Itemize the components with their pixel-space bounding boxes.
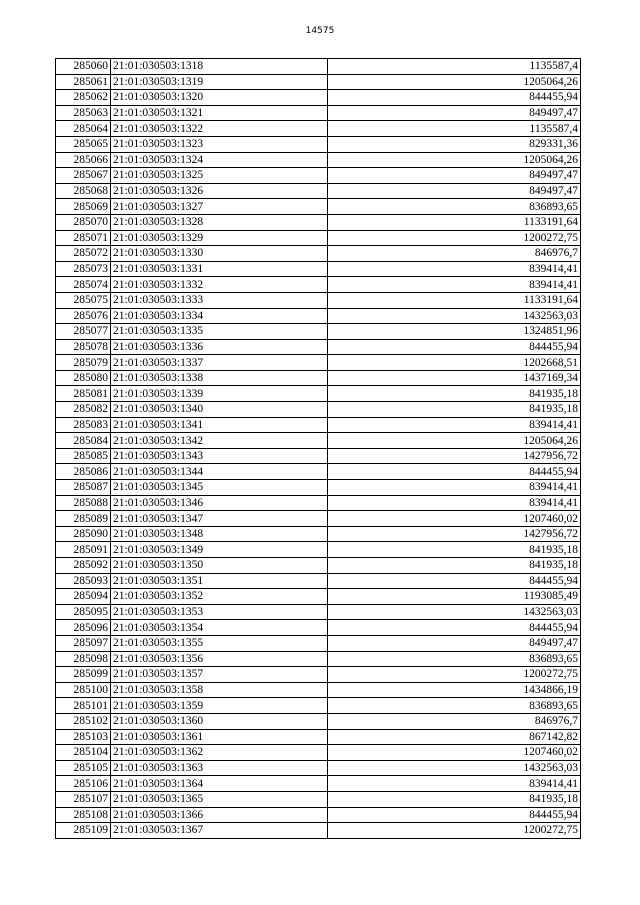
row-number-cell: 285108	[56, 807, 111, 823]
table-row	[56, 433, 581, 449]
cadastral-value-cell: 846976,7	[328, 246, 581, 262]
cadastral-value-cell: 1205064,26	[328, 433, 581, 449]
cadastral-value-cell: 1432563,03	[328, 604, 581, 620]
table-row	[56, 480, 581, 496]
table-row	[56, 355, 581, 371]
row-number-cell: 285082	[56, 402, 111, 418]
row-number-cell: 285109	[56, 823, 111, 839]
row-number-cell: 285071	[56, 230, 111, 246]
row-number-cell: 285091	[56, 542, 111, 558]
cadastral-number-cell: 21:01:030503:1358	[111, 682, 328, 698]
table-row	[56, 136, 581, 152]
table-row	[56, 417, 581, 433]
row-number-cell: 285088	[56, 495, 111, 511]
cadastral-number-cell: 21:01:030503:1346	[111, 495, 328, 511]
row-number-cell: 285102	[56, 713, 111, 729]
row-number-cell: 285079	[56, 355, 111, 371]
table-row	[56, 682, 581, 698]
cadastral-number-cell: 21:01:030503:1362	[111, 745, 328, 761]
table-row	[56, 760, 581, 776]
table-row	[56, 90, 581, 106]
row-number-cell: 285104	[56, 745, 111, 761]
table-row	[56, 168, 581, 184]
table-row	[56, 807, 581, 823]
table-row	[56, 246, 581, 262]
cadastral-number-cell: 21:01:030503:1331	[111, 261, 328, 277]
cadastral-value-cell: 839414,41	[328, 261, 581, 277]
table-row	[56, 589, 581, 605]
table-row	[56, 651, 581, 667]
cadastral-value-cell: 1205064,26	[328, 152, 581, 168]
row-number-cell: 285095	[56, 604, 111, 620]
cadastral-number-cell: 21:01:030503:1325	[111, 168, 328, 184]
row-number-cell: 285073	[56, 261, 111, 277]
cadastral-number-cell: 21:01:030503:1332	[111, 277, 328, 293]
table-row	[56, 511, 581, 527]
cadastral-value-cell: 849497,47	[328, 635, 581, 651]
cadastral-number-cell: 21:01:030503:1337	[111, 355, 328, 371]
cadastral-number-cell: 21:01:030503:1339	[111, 386, 328, 402]
cadastral-value-cell: 849497,47	[328, 183, 581, 199]
row-number-cell: 285061	[56, 74, 111, 90]
cadastral-number-cell: 21:01:030503:1363	[111, 760, 328, 776]
cadastral-number-cell: 21:01:030503:1323	[111, 136, 328, 152]
cadastral-value-cell: 836893,65	[328, 199, 581, 215]
cadastral-value-cell: 844455,94	[328, 573, 581, 589]
row-number-cell: 285076	[56, 308, 111, 324]
cadastral-value-cell: 1202668,51	[328, 355, 581, 371]
cadastral-number-cell: 21:01:030503:1329	[111, 230, 328, 246]
row-number-cell: 285065	[56, 136, 111, 152]
cadastral-number-cell: 21:01:030503:1327	[111, 199, 328, 215]
cadastral-value-cell: 841935,18	[328, 558, 581, 574]
cadastral-number-cell: 21:01:030503:1350	[111, 558, 328, 574]
cadastral-number-cell: 21:01:030503:1320	[111, 90, 328, 106]
cadastral-value-cell: 1193085,49	[328, 589, 581, 605]
row-number-cell: 285077	[56, 324, 111, 340]
cadastral-value-cell: 1133191,64	[328, 214, 581, 230]
table-row	[56, 277, 581, 293]
row-number-cell: 285107	[56, 791, 111, 807]
table-row	[56, 573, 581, 589]
cadastral-number-cell: 21:01:030503:1355	[111, 635, 328, 651]
cadastral-value-cell: 1205064,26	[328, 74, 581, 90]
table-row	[56, 199, 581, 215]
table-row	[56, 495, 581, 511]
cadastral-number-cell: 21:01:030503:1359	[111, 698, 328, 714]
cadastral-value-cell: 844455,94	[328, 90, 581, 106]
cadastral-value-cell: 829331,36	[328, 136, 581, 152]
cadastral-number-cell: 21:01:030503:1351	[111, 573, 328, 589]
table-row	[56, 542, 581, 558]
table-row	[56, 324, 581, 340]
cadastral-value-cell: 1432563,03	[328, 308, 581, 324]
cadastral-number-cell: 21:01:030503:1344	[111, 464, 328, 480]
table-row	[56, 776, 581, 792]
cadastral-value-cell: 844455,94	[328, 464, 581, 480]
row-number-cell: 285060	[56, 59, 111, 75]
cadastral-number-cell: 21:01:030503:1357	[111, 667, 328, 683]
cadastral-number-cell: 21:01:030503:1364	[111, 776, 328, 792]
cadastral-number-cell: 21:01:030503:1345	[111, 480, 328, 496]
cadastral-value-cell: 841935,18	[328, 402, 581, 418]
cadastral-number-cell: 21:01:030503:1322	[111, 121, 328, 137]
row-number-cell: 285100	[56, 682, 111, 698]
cadastral-number-cell: 21:01:030503:1347	[111, 511, 328, 527]
table-body	[56, 59, 581, 839]
row-number-cell: 285069	[56, 199, 111, 215]
cadastral-number-cell: 21:01:030503:1330	[111, 246, 328, 262]
table-row	[56, 261, 581, 277]
cadastral-value-cell: 839414,41	[328, 776, 581, 792]
cadastral-number-cell: 21:01:030503:1342	[111, 433, 328, 449]
row-number-cell: 285074	[56, 277, 111, 293]
cadastral-value-cell: 867142,82	[328, 729, 581, 745]
cadastral-value-cell: 839414,41	[328, 277, 581, 293]
cadastral-value-cell: 1133191,64	[328, 292, 581, 308]
cadastral-value-cell: 836893,65	[328, 651, 581, 667]
row-number-cell: 285092	[56, 558, 111, 574]
row-number-cell: 285103	[56, 729, 111, 745]
table-row	[56, 152, 581, 168]
cadastral-value-cell: 1200272,75	[328, 667, 581, 683]
cadastral-number-cell: 21:01:030503:1328	[111, 214, 328, 230]
page-number: 14575	[305, 26, 335, 36]
cadastral-number-cell: 21:01:030503:1361	[111, 729, 328, 745]
cadastral-value-cell: 1135587,4	[328, 121, 581, 137]
row-number-cell: 285090	[56, 526, 111, 542]
cadastral-number-cell: 21:01:030503:1352	[111, 589, 328, 605]
table-row	[56, 370, 581, 386]
row-number-cell: 285083	[56, 417, 111, 433]
table-row	[56, 105, 581, 121]
row-number-cell: 285063	[56, 105, 111, 121]
cadastral-number-cell: 21:01:030503:1318	[111, 59, 328, 75]
cadastral-number-cell: 21:01:030503:1349	[111, 542, 328, 558]
cadastral-number-cell: 21:01:030503:1365	[111, 791, 328, 807]
row-number-cell: 285067	[56, 168, 111, 184]
cadastral-value-cell: 1135587,4	[328, 59, 581, 75]
cadastral-number-cell: 21:01:030503:1360	[111, 713, 328, 729]
table-row	[56, 604, 581, 620]
row-number-cell: 285105	[56, 760, 111, 776]
table-row	[56, 698, 581, 714]
cadastral-number-cell: 21:01:030503:1321	[111, 105, 328, 121]
row-number-cell: 285064	[56, 121, 111, 137]
row-number-cell: 285085	[56, 448, 111, 464]
cadastral-number-cell: 21:01:030503:1324	[111, 152, 328, 168]
table-row	[56, 59, 581, 75]
cadastral-value-cell: 849497,47	[328, 168, 581, 184]
cadastral-value-cell: 1200272,75	[328, 230, 581, 246]
cadastral-value-cell: 839414,41	[328, 495, 581, 511]
cadastral-number-cell: 21:01:030503:1341	[111, 417, 328, 433]
cadastral-number-cell: 21:01:030503:1335	[111, 324, 328, 340]
cadastral-value-table	[55, 58, 581, 839]
cadastral-value-cell: 841935,18	[328, 386, 581, 402]
cadastral-value-cell: 1427956,72	[328, 526, 581, 542]
cadastral-number-cell: 21:01:030503:1326	[111, 183, 328, 199]
cadastral-number-cell: 21:01:030503:1319	[111, 74, 328, 90]
row-number-cell: 285062	[56, 90, 111, 106]
table-row	[56, 745, 581, 761]
table-row	[56, 74, 581, 90]
table-row	[56, 448, 581, 464]
table-row	[56, 526, 581, 542]
cadastral-value-cell: 1200272,75	[328, 823, 581, 839]
table-row	[56, 713, 581, 729]
cadastral-number-cell: 21:01:030503:1353	[111, 604, 328, 620]
cadastral-number-cell: 21:01:030503:1333	[111, 292, 328, 308]
row-number-cell: 285066	[56, 152, 111, 168]
cadastral-value-cell: 841935,18	[328, 791, 581, 807]
cadastral-value-cell: 1324851,96	[328, 324, 581, 340]
cadastral-value-cell: 1432563,03	[328, 760, 581, 776]
cadastral-number-cell: 21:01:030503:1340	[111, 402, 328, 418]
table-row	[56, 230, 581, 246]
cadastral-value-cell: 1207460,02	[328, 745, 581, 761]
cadastral-value-cell: 844455,94	[328, 620, 581, 636]
row-number-cell: 285097	[56, 635, 111, 651]
cadastral-number-cell: 21:01:030503:1366	[111, 807, 328, 823]
table-row	[56, 823, 581, 839]
table-row	[56, 183, 581, 199]
cadastral-value-cell: 844455,94	[328, 339, 581, 355]
row-number-cell: 285106	[56, 776, 111, 792]
cadastral-value-cell: 1434866,19	[328, 682, 581, 698]
cadastral-value-cell: 844455,94	[328, 807, 581, 823]
row-number-cell: 285099	[56, 667, 111, 683]
cadastral-value-cell: 1437169,34	[328, 370, 581, 386]
cadastral-number-cell: 21:01:030503:1354	[111, 620, 328, 636]
cadastral-number-cell: 21:01:030503:1356	[111, 651, 328, 667]
row-number-cell: 285089	[56, 511, 111, 527]
row-number-cell: 285093	[56, 573, 111, 589]
table-row	[56, 214, 581, 230]
cadastral-value-cell: 849497,47	[328, 105, 581, 121]
cadastral-value-cell: 846976,7	[328, 713, 581, 729]
table-row	[56, 791, 581, 807]
row-number-cell: 285068	[56, 183, 111, 199]
row-number-cell: 285086	[56, 464, 111, 480]
table-row	[56, 464, 581, 480]
table-row	[56, 729, 581, 745]
row-number-cell: 285101	[56, 698, 111, 714]
row-number-cell: 285094	[56, 589, 111, 605]
cadastral-value-cell: 839414,41	[328, 480, 581, 496]
cadastral-number-cell: 21:01:030503:1334	[111, 308, 328, 324]
cadastral-value-cell: 1427956,72	[328, 448, 581, 464]
row-number-cell: 285087	[56, 480, 111, 496]
cadastral-number-cell: 21:01:030503:1348	[111, 526, 328, 542]
cadastral-value-cell: 841935,18	[328, 542, 581, 558]
cadastral-number-cell: 21:01:030503:1343	[111, 448, 328, 464]
table-row	[56, 620, 581, 636]
table-row	[56, 635, 581, 651]
table-row	[56, 667, 581, 683]
cadastral-value-cell: 1207460,02	[328, 511, 581, 527]
row-number-cell: 285072	[56, 246, 111, 262]
row-number-cell: 285096	[56, 620, 111, 636]
table-row	[56, 121, 581, 137]
row-number-cell: 285098	[56, 651, 111, 667]
cadastral-number-cell: 21:01:030503:1338	[111, 370, 328, 386]
table-row	[56, 402, 581, 418]
table-row	[56, 386, 581, 402]
row-number-cell: 285084	[56, 433, 111, 449]
cadastral-number-cell: 21:01:030503:1367	[111, 823, 328, 839]
cadastral-value-cell: 836893,65	[328, 698, 581, 714]
table-row	[56, 558, 581, 574]
row-number-cell: 285075	[56, 292, 111, 308]
row-number-cell: 285081	[56, 386, 111, 402]
row-number-cell: 285080	[56, 370, 111, 386]
table-row	[56, 308, 581, 324]
row-number-cell: 285078	[56, 339, 111, 355]
table-row	[56, 339, 581, 355]
cadastral-number-cell: 21:01:030503:1336	[111, 339, 328, 355]
row-number-cell: 285070	[56, 214, 111, 230]
table-row	[56, 292, 581, 308]
cadastral-value-cell: 839414,41	[328, 417, 581, 433]
